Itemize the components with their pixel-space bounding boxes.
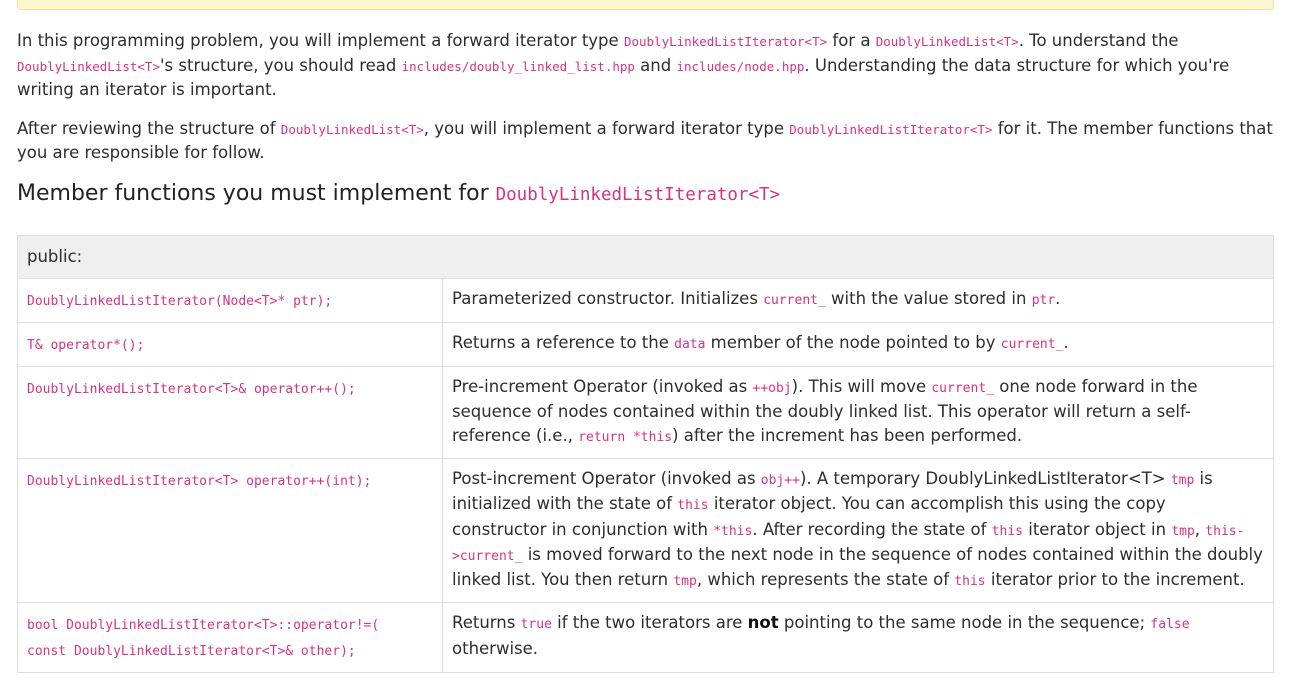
section-heading [17,180,1274,209]
text: for it. The member functions that you are responsible for follow. [17,118,1273,162]
inline-code: tmp [1171,523,1195,539]
inline-code: current_ [763,292,826,308]
member-functions-table [17,235,1274,674]
text: . After recording the state of [752,519,992,539]
text: is initialized with the state of [452,468,1213,514]
description-cell [443,322,1274,366]
text: 's structure, you should read [160,55,402,75]
signature-code: bool DoublyLinkedListIterator<T>::operator!=( [27,618,380,634]
text: . [1063,332,1069,352]
text: Returns a reference to the [452,332,675,352]
description-cell [443,367,1274,459]
table-row [18,603,1274,673]
text: ) after the increment has been performed. [672,425,1023,445]
text: . To understand the [1018,31,1179,50]
intro-paragraph-1 [17,29,1274,102]
inline-code: this [677,498,709,514]
inline-code: tmp [1170,472,1195,488]
inline-code: obj++ [760,472,800,488]
text: Parameterized constructor. Initializes [452,288,764,308]
inline-code: tmp [673,574,697,590]
inline-code: includes/node.hpp [676,58,805,74]
inline-code: includes/doubly_linked_list.hpp [401,58,635,74]
inline-code: DoublyLinkedListIterator<T> [623,34,828,49]
signature-cell [18,367,443,459]
signature-code: T& operator*(); [27,337,145,353]
text: otherwise. [452,638,539,658]
inline-code: DoublyLinkedListIterator<T> [789,121,993,137]
text: for a [827,31,876,50]
text: . Understanding the data structure for which you're writing an iterator is important. [17,55,1230,99]
text: ). This will move [791,377,932,397]
text: member of the node pointed to by [705,332,1001,352]
inline-code: data [674,336,706,352]
text: iterator object in [1022,519,1172,539]
signature-cell [18,322,443,366]
text: iterator prior to the increment. [985,570,1245,590]
description-cell [443,278,1274,322]
inline-code: current_ [1000,336,1064,352]
inline-code: DoublyLinkedList<T> [280,121,424,137]
text: Returns [452,613,521,633]
table-row [18,278,1274,322]
description-cell [443,458,1274,602]
signature-cell [18,278,443,322]
text: if the two iterators are [551,613,748,633]
signature-code: DoublyLinkedListIterator(Node<T>* ptr); [27,293,333,309]
signature-code: DoublyLinkedListIterator<T>& operator++(); [27,382,356,398]
inline-code: false [1150,617,1190,633]
text: is moved forward to the next node in the sequence of nodes contained within the doubly linked list. You then return [452,544,1263,590]
signature-cell [18,603,443,673]
text: . [1055,288,1061,308]
problem-content [17,29,1274,673]
heading-text: Member functions you must implement for [17,180,496,206]
inline-code: *this [713,523,753,539]
signature-code: DoublyLinkedListIterator<T> operator++(int); [27,473,372,489]
table-row [18,322,1274,366]
inline-code: this [991,523,1023,539]
text: pointing to the same node in the sequence; [778,613,1151,633]
text: , which represents the state of [696,570,955,590]
table-row [18,458,1274,602]
inline-code: DoublyLinkedList<T> [875,34,1019,49]
text: In this programming problem, you will implement a forward iterator type [17,31,624,50]
inline-code: return *this [578,429,673,445]
inline-code: true [520,617,552,633]
signature-cell [18,458,443,602]
text: with the value stored in [825,288,1032,308]
inline-code: this->current_ [452,523,1245,564]
text: After reviewing the structure of [17,118,281,138]
inline-code: current_ [931,381,994,397]
table-header-public: public: [18,235,1274,278]
heading-code: DoublyLinkedListIterator<T> [495,184,781,205]
inline-code: ptr [1031,292,1056,308]
inline-code: DoublyLinkedList<T> [17,58,160,74]
signature-code: const DoublyLinkedListIterator<T>& other); [27,643,356,659]
bold-text: not [747,613,779,633]
text: Pre-increment Operator (invoked as [452,377,753,397]
inline-code: ++obj [752,381,792,397]
text: iterator object. You can accomplish this using the copy constructor in conjunction with [452,494,1166,539]
text: and [634,55,677,75]
text: , [1194,519,1206,539]
text: one node forward in the sequence of nodes contained within the doubly linked list. This operator will return a self-reference (i.e., [452,377,1198,445]
table-row [18,367,1274,459]
text: , you will implement a forward iterator type [423,118,790,138]
notice-banner [17,0,1274,10]
inline-code: this [954,574,986,590]
text: ). A temporary DoublyLinkedListIterator<T> [799,468,1171,488]
intro-paragraph-2 [17,117,1274,165]
description-cell [443,603,1274,673]
text: Post-increment Operator (invoked as [452,468,761,488]
